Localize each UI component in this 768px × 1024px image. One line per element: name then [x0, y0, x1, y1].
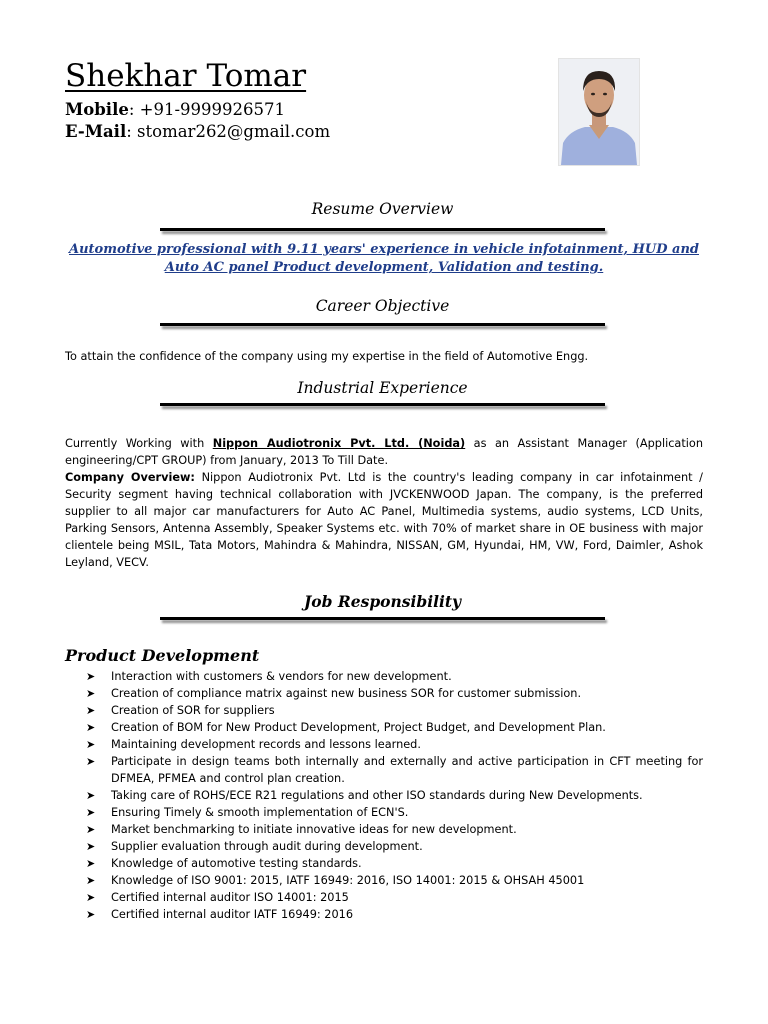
- arrow-bullet-icon: ➤: [86, 704, 96, 717]
- section-divider: [160, 617, 605, 620]
- list-item: [86, 668, 703, 685]
- employment-prefix: Currently Working with: [65, 437, 213, 450]
- mobile-label: Mobile: [65, 100, 129, 119]
- arrow-bullet-icon: ➤: [86, 891, 96, 904]
- list-item: [86, 753, 703, 787]
- list-item-text: Participate in design teams both internally and externally and active participation in CFT meeting for DFMEA, PFMEA and control plan creation.: [111, 755, 703, 785]
- list-item-text: Supplier evaluation through audit during development.: [111, 840, 423, 853]
- mobile-value: : +91-9999926571: [128, 100, 286, 119]
- company-name: Nippon Audiotronix Pvt. Ltd. (Noida): [212, 437, 466, 450]
- list-item: [86, 685, 703, 702]
- employment-suffix: as an Assistant Manager (Application engineering/CPT GROUP) from January, 2013 To Till Date.: [65, 437, 703, 467]
- responsibility-list: [86, 668, 703, 923]
- company-overview-text: [65, 469, 703, 571]
- list-item-text: Certified internal auditor IATF 16949: 2016: [111, 908, 354, 921]
- arrow-bullet-icon: ➤: [86, 738, 96, 751]
- arrow-bullet-icon: ➤: [86, 874, 96, 887]
- arrow-bullet-icon: ➤: [86, 721, 96, 734]
- list-item-text: Taking care of ROHS/ECE R21 regulations and other ISO standards during New Developments.: [111, 789, 643, 802]
- arrow-bullet-icon: ➤: [86, 687, 96, 700]
- company-overview-body: Nippon Audiotronix Pvt. Ltd is the country's leading company in car infotainment / Security segment having technical collaboration with JVCKENWOOD Japan. The company, is the preferred supplier to all major car manufacturers for Auto AC Panel, Multimedia systems, audio systems, LCD Units, Parking Sensors, Antenna Assembly, Speaker Systems etc. with 70% of market share in OE business with major clientele being MSIL, Tata Motors, Mahindra & Mahindra, NISSAN, GM, Hyundai, HM, VW, Ford, Daimler, Ashok Leyland, VECV.: [65, 471, 703, 569]
- list-item: [86, 787, 703, 804]
- list-item-text: Knowledge of ISO 9001: 2015, IATF 16949: 2016, ISO 14001: 2015 & OHSAH 45001: [111, 874, 585, 887]
- section-divider: [160, 228, 605, 231]
- career-objective-title: Career Objective: [315, 297, 450, 315]
- section-divider: [160, 403, 605, 406]
- list-item-text: Creation of compliance matrix against new business SOR for customer submission.: [111, 687, 582, 700]
- list-item: [86, 838, 703, 855]
- candidate-name: Shekhar Tomar: [65, 58, 307, 94]
- list-item-text: Creation of SOR for suppliers: [111, 704, 275, 717]
- list-item-text: Maintaining development records and lessons learned.: [111, 738, 421, 751]
- list-item-text: Certified internal auditor ISO 14001: 2015: [111, 891, 349, 904]
- list-item: [86, 821, 703, 838]
- email-line: [65, 122, 330, 141]
- industrial-experience-title: Industrial Experience: [297, 379, 468, 397]
- arrow-bullet-icon: ➤: [86, 823, 96, 836]
- arrow-bullet-icon: ➤: [86, 857, 96, 870]
- profile-photo: [558, 58, 640, 166]
- career-objective-text: To attain the confidence of the company using my expertise in the field of Automotive Engg.: [65, 350, 589, 363]
- arrow-bullet-icon: ➤: [86, 908, 96, 921]
- list-item: [86, 906, 703, 923]
- email-label: E-Mail: [65, 122, 127, 141]
- list-item: [86, 889, 703, 906]
- job-responsibility-title: Job Responsibility: [303, 592, 462, 611]
- email-value: : stomar262@gmail.com: [126, 122, 331, 141]
- section-divider: [160, 323, 605, 326]
- list-item-text: Ensuring Timely & smooth implementation of ECN'S.: [111, 806, 409, 819]
- list-item-text: Knowledge of automotive testing standards.: [111, 857, 362, 870]
- list-item: [86, 872, 703, 889]
- company-overview-label: Company Overview:: [65, 471, 195, 484]
- mobile-line: [65, 100, 285, 119]
- resume-overview-title: Resume Overview: [311, 200, 454, 218]
- product-development-heading: Product Development: [65, 646, 260, 665]
- list-item-text: Creation of BOM for New Product Development, Project Budget, and Development Plan.: [111, 721, 606, 734]
- list-item: [86, 702, 703, 719]
- resume-overview-text: Automotive professional with 9.11 years' experience in vehicle infotainment, HUD and Auto AC panel Product development, Validation and testing.: [69, 242, 699, 275]
- arrow-bullet-icon: ➤: [86, 806, 96, 819]
- list-item: [86, 736, 703, 753]
- arrow-bullet-icon: ➤: [86, 789, 96, 802]
- list-item: [86, 804, 703, 821]
- list-item: [86, 719, 703, 736]
- arrow-bullet-icon: ➤: [86, 755, 96, 768]
- profile-photo-image: [559, 59, 639, 165]
- list-item: [86, 855, 703, 872]
- list-item-text: Interaction with customers & vendors for new development.: [111, 670, 452, 683]
- arrow-bullet-icon: ➤: [86, 670, 96, 683]
- current-employment-text: [65, 435, 703, 469]
- list-item-text: Market benchmarking to initiate innovative ideas for new development.: [111, 823, 517, 836]
- arrow-bullet-icon: ➤: [86, 840, 96, 853]
